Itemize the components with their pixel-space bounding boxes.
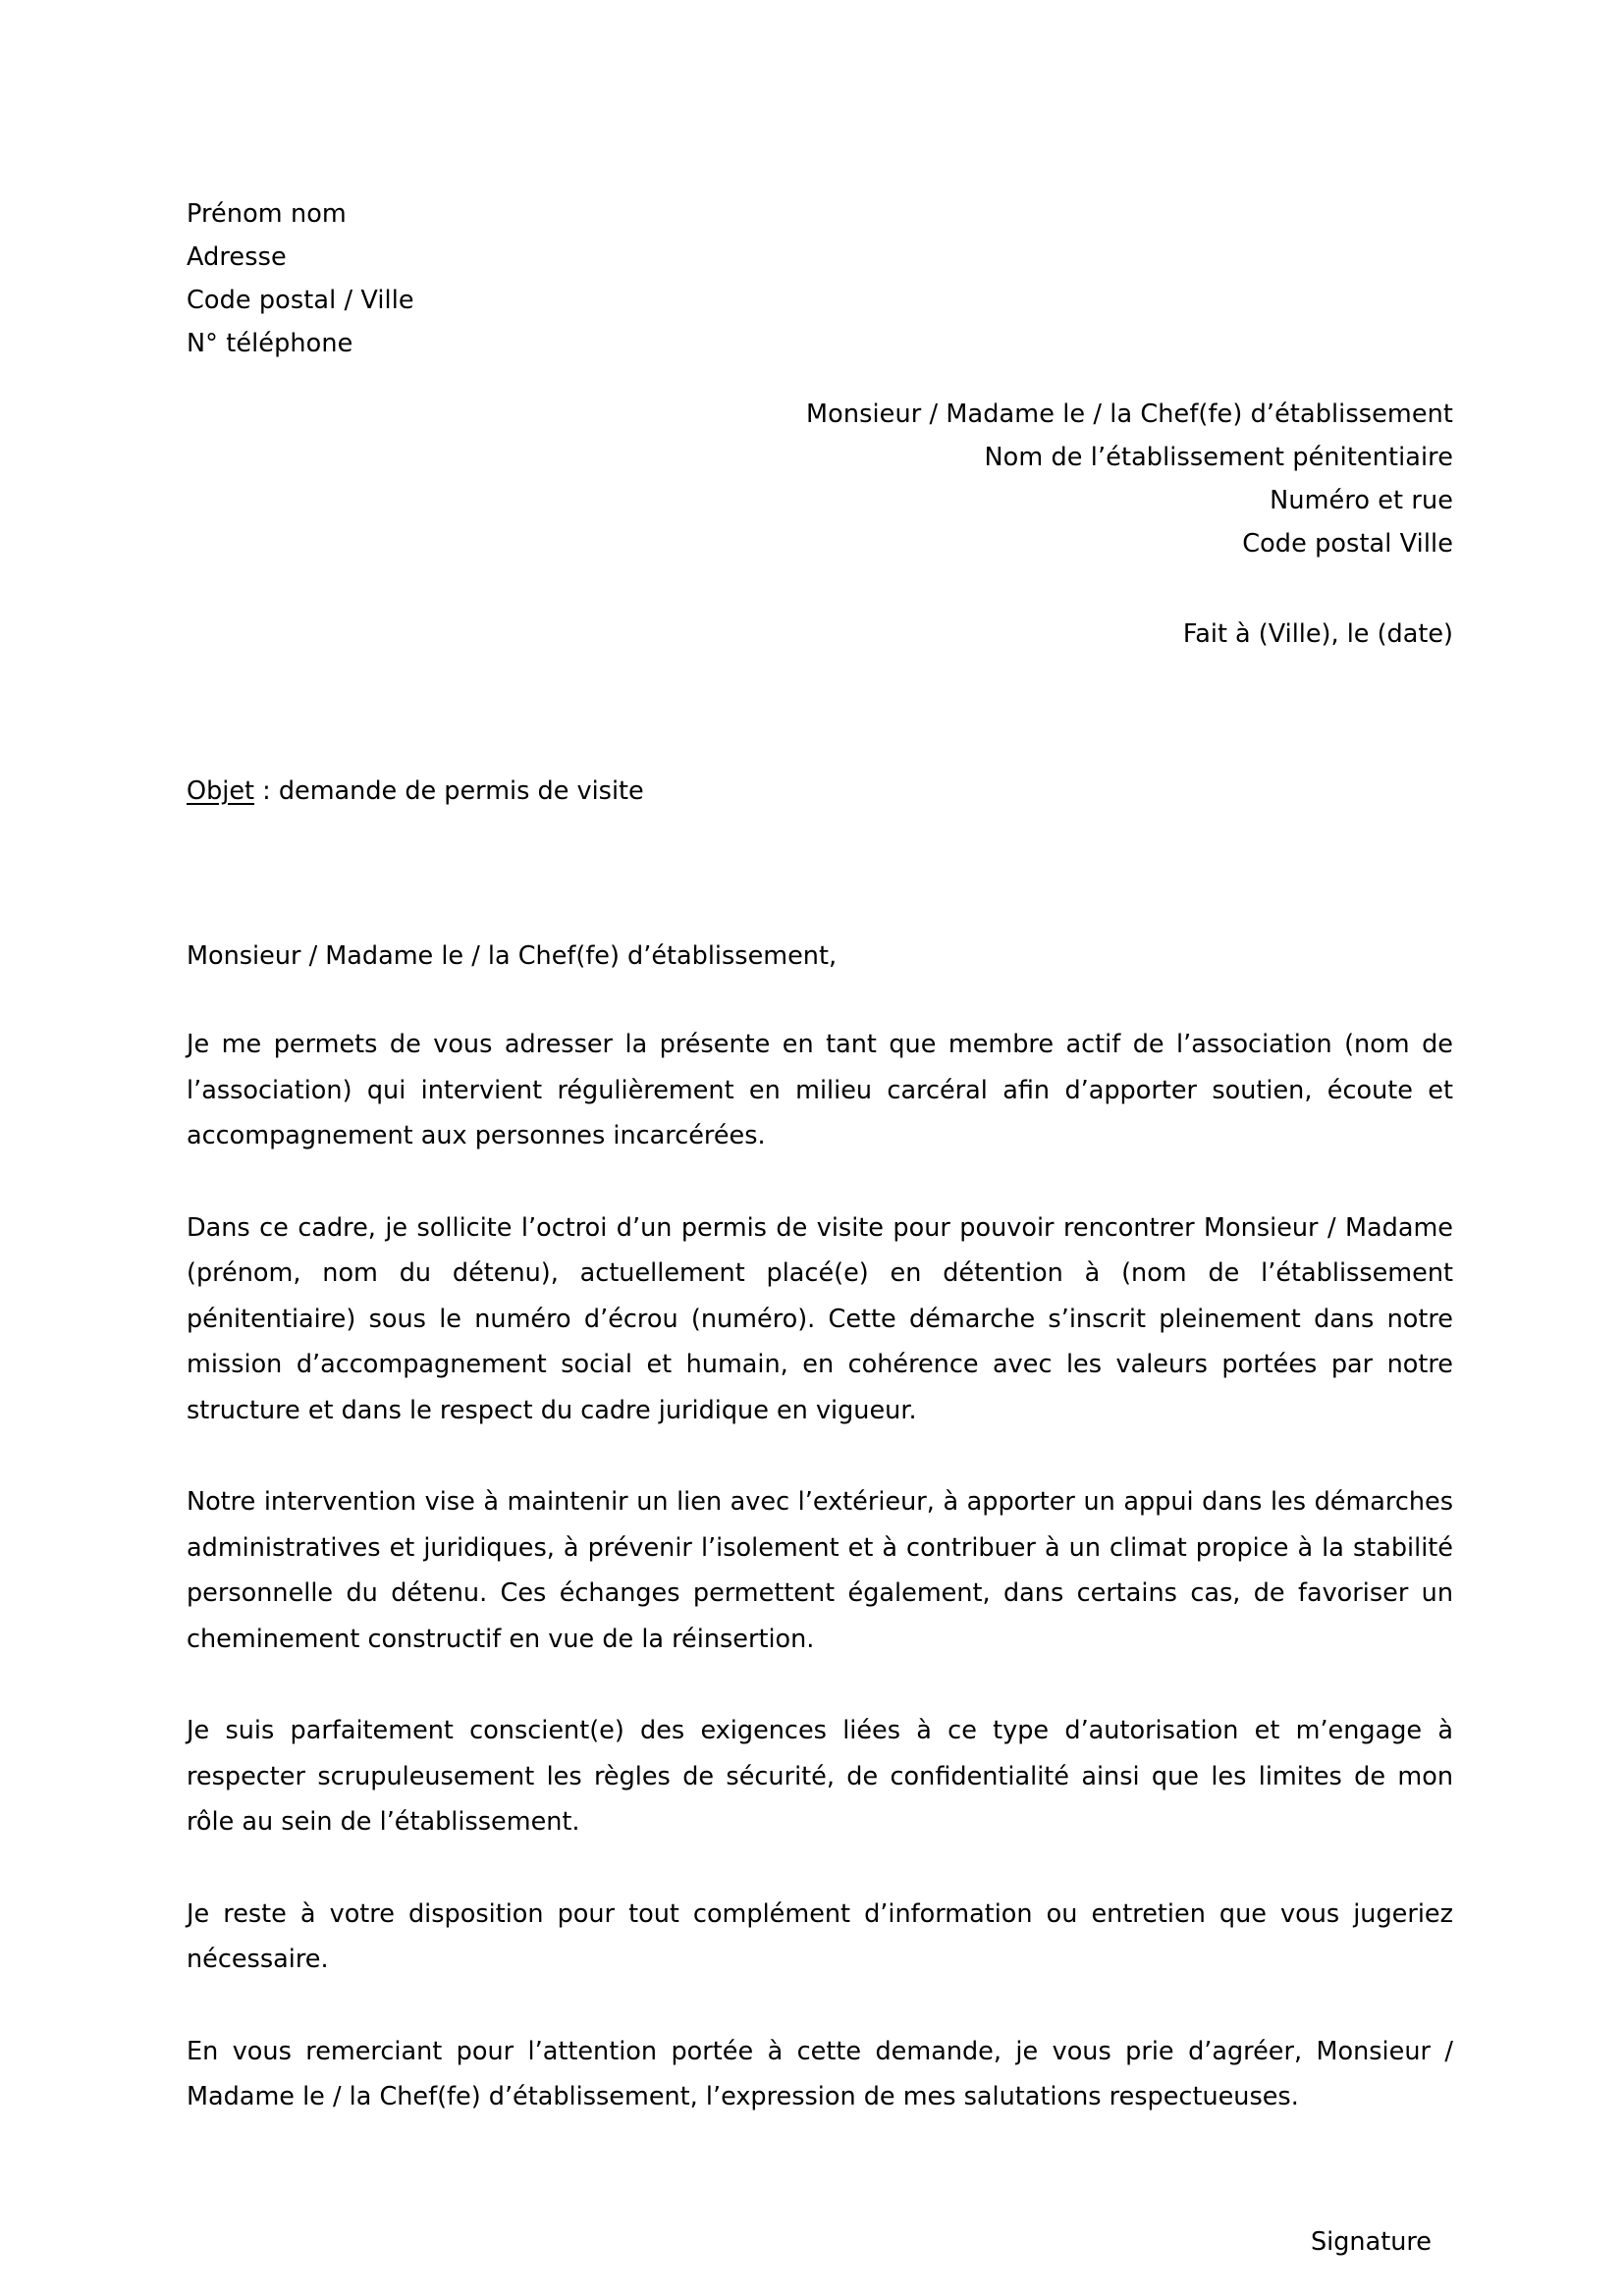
body-paragraph: Notre intervention vise à maintenir un lien avec l’extérieur, à apporter un appui dans les démarches administratives et juridiques, à prévenir l’isolement et à contribuer à un climat propice à la stabilité personnelle du détenu. Ces échanges permettent également, dans certains cas, de favoriser un cheminement constructif en vue de la réinsertion. [187,1487,1453,1654]
recipient-line-postal-city: Code postal Ville [1242,529,1453,559]
body-paragraph: Je suis parfaitement conscient(e) des exigences liées à ce type d’autorisation et m’engage à respecter scrupuleusement les règles de sécurité, de confidentialité ainsi que les limites de mon rôle au sein de l’établissement. [187,1716,1453,1837]
body-paragraph: En vous remerciant pour l’attention portée à cette demande, je vous prie d’agréer, Monsieur / Madame le / la Chef(fe) d’établissement, l’expression de mes salutations respectueuses. [187,2036,1453,2111]
sender-address-block [187,192,1453,365]
subject-label: Objet [187,776,255,806]
body-paragraph: Je reste à votre disposition pour tout complément d’information ou entretien que vous jugeriez nécessaire. [187,1898,1453,1974]
sender-line-name: Prénom nom [187,199,347,229]
letter-body [187,1022,1453,2120]
place-and-date: Fait à (Ville), le (date) [1182,619,1453,649]
recipient-address-block [187,393,1453,565]
sender-line-postal-city: Code postal / Ville [187,286,414,315]
body-paragraph: Je me permets de vous adresser la présente en tant que membre actif de l’association (nom de l’association) qui intervient régulièrement en milieu carcéral afin d’apporter soutien, écoute et accompagnement aux personnes incarcérées. [187,1030,1453,1150]
subject-text: : demande de permis de visite [254,776,644,806]
recipient-line-street: Numéro et rue [1270,486,1453,515]
sender-line-address: Adresse [187,242,287,272]
recipient-line-title: Monsieur / Madame le / la Chef(fe) d’établissement [806,400,1453,429]
signature-line: Signature [1310,2226,1432,2257]
sender-line-phone: N° téléphone [187,329,353,358]
body-paragraph: Dans ce cadre, je sollicite l’octroi d’un permis de visite pour pouvoir rencontrer Monsieur / Madame (prénom, nom du détenu), actuellement placé(e) en détention à (nom de l’établissement pénitentiaire) sous le numéro d’écrou (numéro). Cette démarche s’inscrit pleinement dans notre mission d’accompagnement social et humain, en cohérence avec les valeurs portées par notre structure et dans le respect du cadre juridique en vigueur. [187,1212,1453,1425]
letter-content [187,192,1453,2262]
subject-line [187,772,1453,811]
recipient-line-institution: Nom de l’établissement pénitentiaire [984,443,1453,472]
salutation: Monsieur / Madame le / la Chef(fe) d’établissement, [187,941,838,971]
